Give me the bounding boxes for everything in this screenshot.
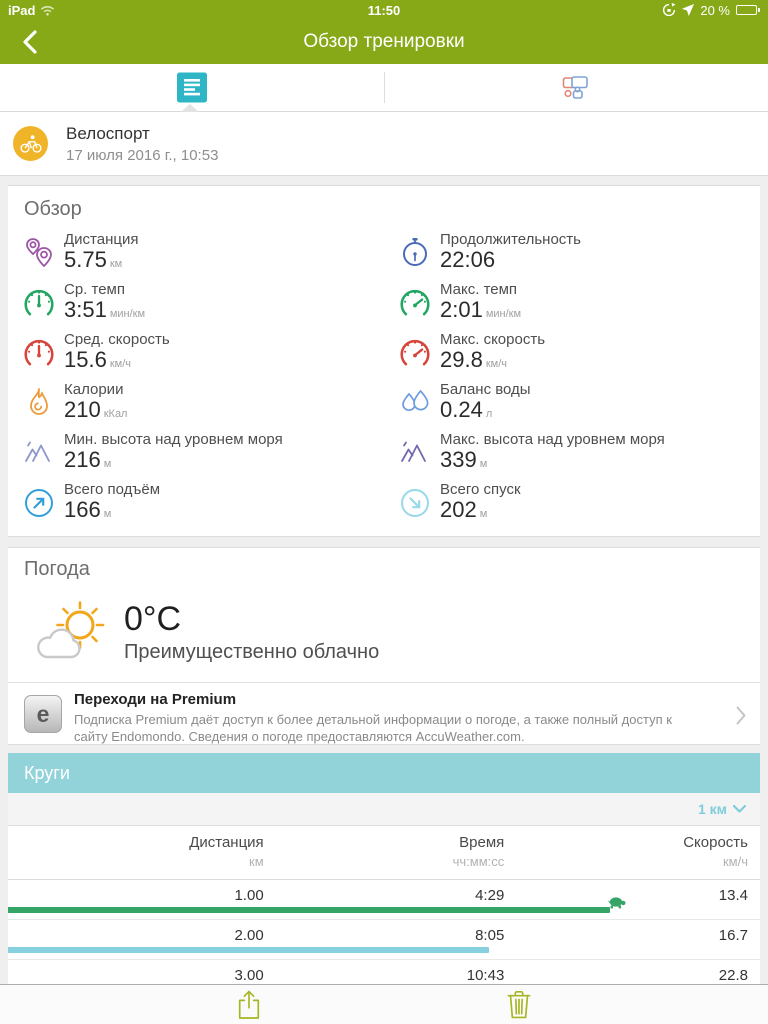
tab-bar [0,64,768,112]
premium-title: Переходи на Premium [74,691,237,708]
metric-hydration: Баланс воды 0.24 л [384,378,760,428]
distance-pins-icon [22,236,56,270]
metric-avg-speed: Сред. скорость 15.6 км/ч [8,328,384,378]
ascent-arrow-icon [22,486,56,520]
chevron-right-icon [732,702,750,734]
flame-icon [22,386,56,420]
overview-heading: Обзор [24,198,82,220]
cyclist-icon [20,134,42,154]
tab-comments[interactable] [384,64,768,111]
cycling-avatar [13,126,48,161]
metric-value: 210 [64,396,101,422]
workout-date: 17 июля 2016 г., 10:53 [66,146,219,164]
turtle-icon [608,896,626,914]
device-label: iPad [8,2,36,18]
lap-distance: 3.00 [234,967,264,984]
lap-row [8,880,760,920]
share-icon [236,989,262,1021]
metric-unit: км [109,257,123,270]
clock-time: 11:50 [367,2,401,18]
column-speed: Скорость км/ч [683,834,748,869]
tab-divider [384,72,385,103]
weather-condition: Преимущественно облачно [124,641,380,663]
endomondo-logo-icon: e [24,695,62,733]
stopwatch-icon [398,236,432,270]
water-drops-icon [398,386,432,420]
column-time: Время чч:мм:сс [452,834,505,869]
metric-unit: л [485,407,493,420]
metric-value: 3:51 [64,296,107,322]
lap-interval-value: 1 км [697,801,727,817]
metric-unit: м [479,457,488,470]
lap-duration-bar [8,907,610,913]
mountains-icon [22,436,56,470]
laps-section-header [8,753,760,793]
metrics-grid [8,228,760,528]
back-button[interactable] [14,26,46,58]
metric-unit: мин/км [109,307,146,320]
lap-distance: 1.00 [234,887,264,904]
battery-percent: 20 % [700,2,730,18]
descent-arrow-icon [398,486,432,520]
lap-table-header [8,826,760,880]
speech-bubbles-icon [562,74,590,102]
summary-list-icon [177,72,207,103]
gauge-icon [22,286,56,320]
gauge-icon [398,286,432,320]
metric-max-speed: Макс. скорость 29.8 км/ч [384,328,760,378]
metric-unit: км/ч [109,357,131,370]
mostly-cloudy-icon [34,601,108,663]
status-bar [0,0,768,20]
metric-duration: Продолжительность 22:06 [384,228,760,278]
gauge-icon [398,336,432,370]
temperature-value: 0°C [124,600,182,638]
metric-distance: Дистанция 5.75 км [8,228,384,278]
lap-time: 4:29 [475,887,505,904]
premium-description: Подписка Premium даёт доступ к более детальной информации о погоде, а также полный доступ к сайту Endomondo. Сведения о погоде предоставляются AccuWeather.com. [74,712,672,744]
metric-max-pace: Макс. темп 2:01 мин/км [384,278,760,328]
lap-time: 8:05 [475,927,505,944]
metric-unit: км/ч [485,357,507,370]
gauge-icon [22,336,56,370]
metric-value: 29.8 [440,346,483,372]
metric-unit: м [103,457,112,470]
metric-calories: Калории 210 кКал [8,378,384,428]
metric-unit: м [103,507,112,520]
lap-duration-bar [8,947,489,953]
metric-value: 5.75 [64,246,107,272]
page-title: Обзор тренировки [303,31,465,52]
delete-button[interactable] [497,986,541,1024]
bottom-toolbar [0,984,768,1024]
lap-interval-dropdown[interactable] [8,793,760,826]
metric-value: 15.6 [64,346,107,372]
orientation-lock-icon [662,3,676,17]
metric-total-ascent: Всего подъём 166 м [8,478,384,528]
metric-unit: кКал [103,407,128,420]
metric-total-descent: Всего спуск 202 м [384,478,760,528]
metric-value: 22:06 [440,246,496,272]
lap-distance: 2.00 [234,927,264,944]
lap-time: 10:43 [466,967,505,984]
workout-header-card [0,112,768,176]
metric-value: 166 [64,496,101,522]
metric-value: 0.24 [440,396,483,422]
premium-upsell-row[interactable] [8,683,760,745]
battery-icon [736,5,760,15]
sport-name: Велоспорт [66,123,150,143]
metric-unit: м [479,507,488,520]
metric-avg-pace: Ср. темп 3:51 мин/км [8,278,384,328]
lap-row [8,920,760,960]
overview-card [8,185,760,537]
nav-bar [0,20,768,64]
metric-value: 2:01 [440,296,483,322]
metric-max-altitude: Макс. высота над уровнем моря 339 м [384,428,760,478]
mountains-icon [398,436,432,470]
lap-speed: 13.4 [718,887,748,904]
laps-heading: Круги [24,762,70,783]
lap-speed: 16.7 [718,927,748,944]
weather-heading: Погода [24,558,90,580]
chevron-down-icon [733,805,746,813]
share-button[interactable] [227,986,271,1024]
metric-unit: мин/км [485,307,522,320]
metric-min-altitude: Мин. высота над уровнем моря 216 м [8,428,384,478]
laps-card [8,793,760,1000]
wifi-icon [40,5,55,16]
selected-tab-pointer [181,104,199,112]
metric-value: 339 [440,446,477,472]
trash-icon [507,989,531,1020]
lap-speed: 22.8 [718,967,748,984]
metric-value: 202 [440,496,477,522]
column-distance: Дистанция км [189,834,264,869]
metric-value: 216 [64,446,101,472]
weather-card [8,547,760,745]
location-arrow-icon [682,4,694,16]
